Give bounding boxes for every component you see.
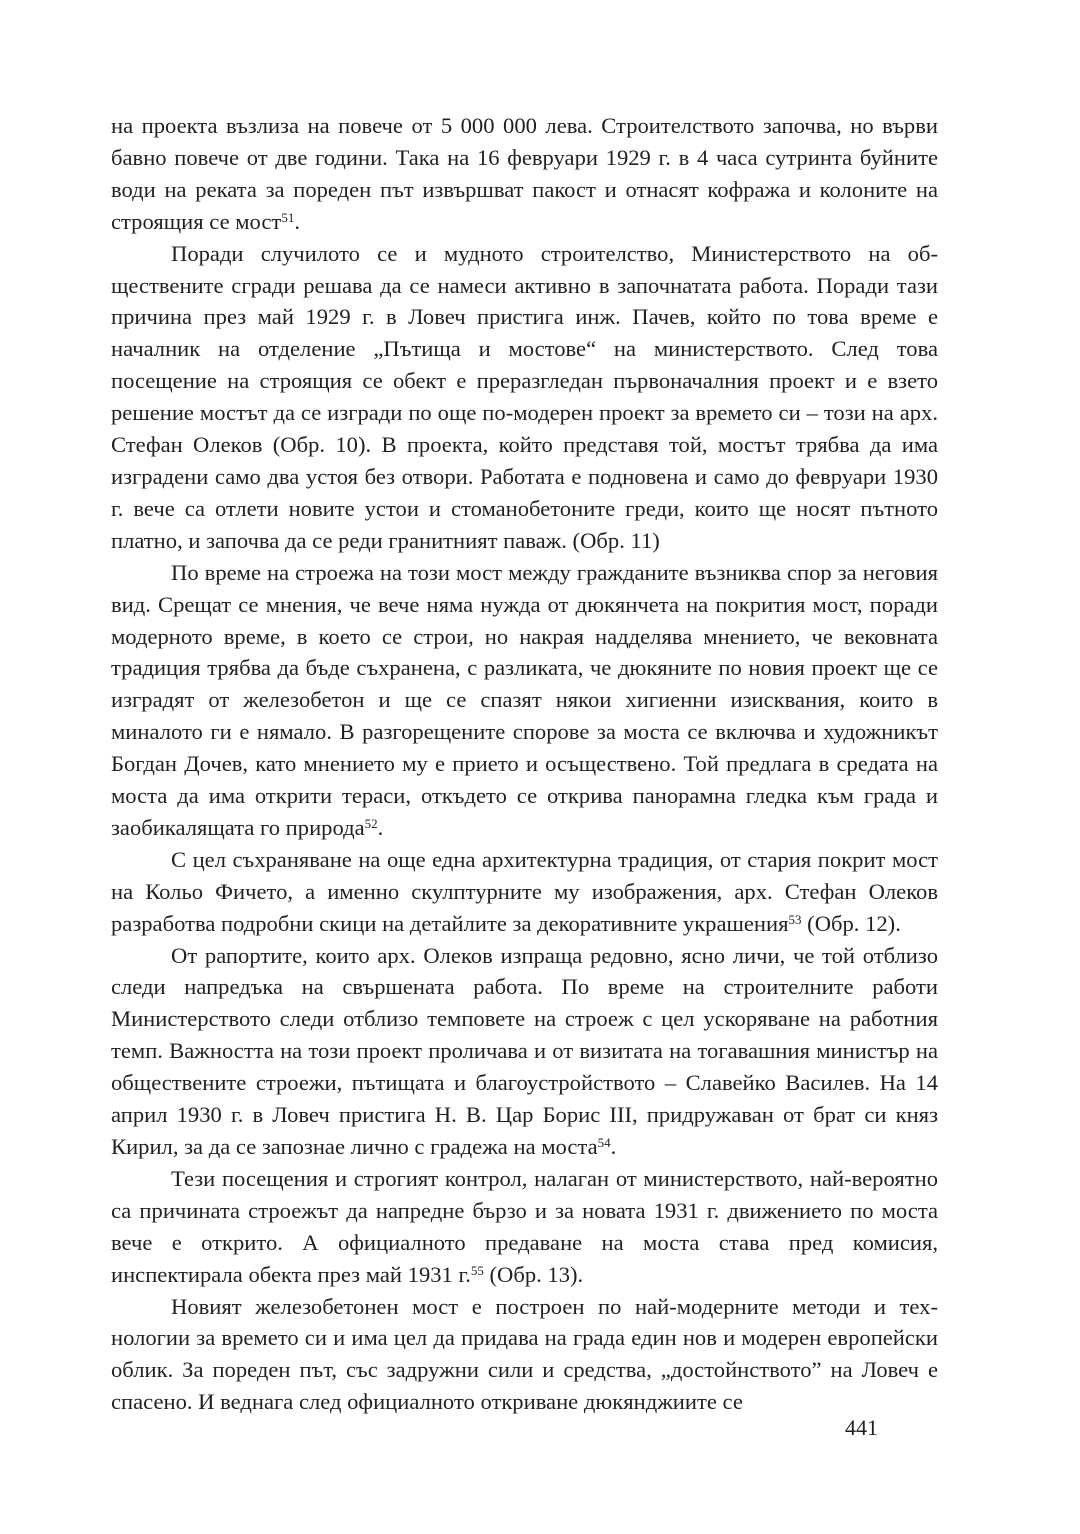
paragraph-text: Новият железобетонен мост е построен по най-модерните методи и технологии за времето си и има цел да придава на града един нов и модерен европейски облик. За пореден път, със задружни сили и средства, „достойнството” на Ловеч е спасено. И веднага след официалното откриване дюкянджиите се <box>111 1293 938 1415</box>
footnote-ref: 53 <box>788 911 802 927</box>
footnote-ref: 54 <box>597 1134 611 1150</box>
paragraph <box>111 940 938 1163</box>
paragraph-text: . <box>377 814 384 840</box>
footnote-ref: 51 <box>281 209 295 225</box>
page-number: 441 <box>845 1415 878 1440</box>
paragraph-text: (Обр. 12). <box>801 910 901 936</box>
paragraph <box>111 1291 938 1419</box>
paragraph <box>111 1163 938 1291</box>
paragraph-text: . <box>294 208 300 234</box>
paragraph-text: По време на строежа на този мост между гражданите възниква спор за неговия вид. Срещат се мнения, че вече няма нужда от дюкянчета на покрития мост, поради модерното време, в което се строи, но накрая надделява мнението, че вековната традиция трябва да бъде съхранена, с разликата, че дюкяните по новия проект ще се изградят от железобетон и ще се спазят някои хигиенни изисквания, които в миналото ги е нямало. В разгорещените спорове за моста се включва и художникът Богдан Дочев, като мнението му е прието и осъществено. Той предлага в средата на моста да има открити тераси, откъдето се открива панорамна гледка към града и заобикалящата го природа <box>111 559 938 840</box>
paragraph <box>111 557 938 844</box>
footnote-ref: 52 <box>364 815 378 831</box>
paragraph-text: Тези посещения и строгият контрол, налаган от министерството, най-вероятно са причината строежът да напредне бързо и за новата 1931 г. движението по моста вече е открито. А официалното предаване на моста става пред комисия, инспектирала обекта през май 1931 г. <box>111 1165 938 1287</box>
paragraph-text: . <box>610 1134 617 1159</box>
body-text <box>111 110 938 1418</box>
footnote-ref: 55 <box>470 1262 484 1278</box>
paragraph <box>111 110 938 238</box>
paragraph-text: Поради случилото се и мудното строителство, Министерството на обществените сгради решава да се намеси активно в започнатата работа. Поради тази причина през май 1929 г. в Ловеч пристига инж. Пачев, който по това време е началник на отделение „Пътища и мостове“ на министерството. След това посещение на строящия се обект е преразгледан първоначалния проект и е взето решение мостът да се изгради по още по-модерен проект за времето си – този на арх. Стефан Олеков (Обр. 10). В проекта, който представя той, мостът трябва да има изградени само два устоя без отвори. Работата е подновена и само до февруари 1930 г. вече са отлети новите устои и стоманобетоните греди, които ще носят пътното платно, и започва да се реди гранитният паваж. (Обр. 11) <box>111 240 938 553</box>
paragraph-text: От рапортите, които арх. Олеков изпраща редовно, ясно личи, че той отблизо следи напредъка на свършената работа. По време на строителните работи Министерството следи отблизо темповете на строеж с цел ускоряване на работния темп. Важността на този проект проличава и от визитата на тогавашния министър на обществените строежи, пътищата и благоустройството – Славейко Василев. На 14 април 1930 г. в Ловеч пристига Н. В. Цар Борис III, придружаван от брат си княз Кирил, за да се запознае лично с градежа на моста <box>111 942 938 1159</box>
paragraph <box>111 844 938 940</box>
paragraph-text: С цел съхраняване на още една архитектурна традиция, от стария покрит мост на Кольо Фичето, а именно скулптурните му изображения, арх. Стефан Олеков разработва подробни скици на детайлите за декоративните украшения <box>111 846 938 936</box>
paragraph-text: на проекта възлиза на повече от 5 000 000 лева. Строителството започва, но върви бавно повече от две години. Така на 16 февруари 1929 г. в 4 часа сутринта буйните води на реката за пореден път извършват пакост и отнасят кофража и колоните на строящия се мост <box>111 113 938 234</box>
paragraph <box>111 238 938 557</box>
paragraph-text: (Обр. 13). <box>483 1261 584 1287</box>
